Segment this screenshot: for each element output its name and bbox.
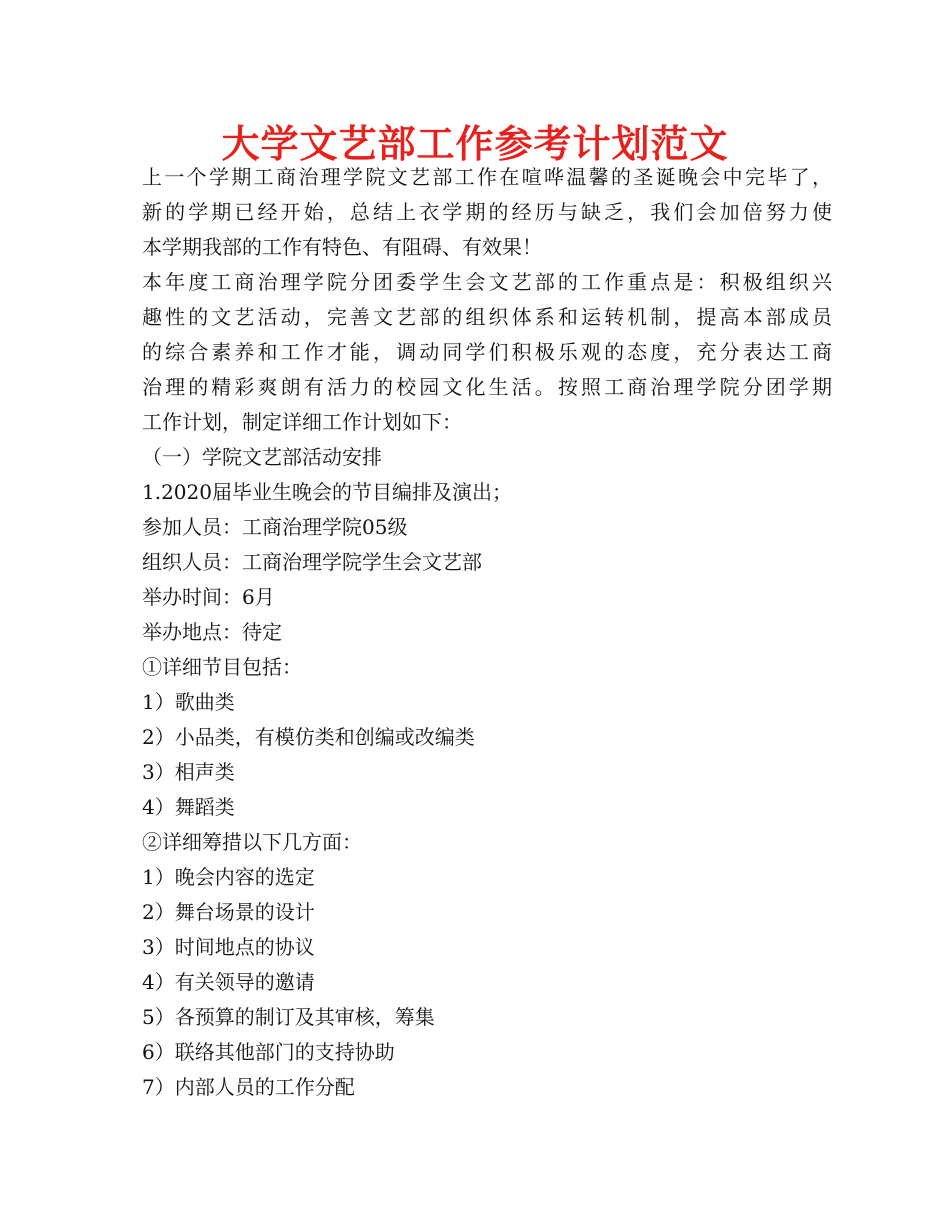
paragraph-line: 7）内部人员的工作分配	[142, 1075, 355, 1099]
paragraph-line: 组织人员：工商治理学院学生会文艺部	[142, 550, 482, 574]
paragraph-line: 本年度工商治理学院分团委学生会文艺部的工作重点是：积极组织兴	[142, 270, 832, 294]
paragraph-line: 2）舞台场景的设计	[142, 900, 315, 924]
paragraph-line: 3）时间地点的协议	[142, 935, 315, 959]
paragraph-line: 6）联络其他部门的支持协助	[142, 1040, 395, 1064]
paragraph-line: ②详细筹措以下几方面：	[142, 830, 362, 854]
document-body	[142, 160, 832, 1105]
paragraph-line: 治理的精彩爽朗有活力的校园文化生活。按照工商治理学院分团学期	[142, 375, 832, 399]
paragraph-line: 举办地点：待定	[142, 620, 282, 644]
paragraph-line: 1）歌曲类	[142, 690, 235, 714]
document-title: 大学文艺部工作参考计划范文	[221, 122, 729, 166]
paragraph-line: 5）各预算的制订及其审核，筹集	[142, 1005, 435, 1029]
paragraph-line: 趣性的文艺活动，完善文艺部的组织体系和运转机制，提高本部成员	[142, 305, 832, 329]
paragraph-line: 的综合素养和工作才能，调动同学们积极乐观的态度，充分表达工商	[142, 340, 832, 364]
paragraph-line: 新的学期已经开始，总结上衣学期的经历与缺乏，我们会加倍努力使	[142, 200, 832, 224]
paragraph-line: ①详细节目包括：	[142, 655, 302, 679]
paragraph-line: 3）相声类	[142, 760, 235, 784]
paragraph-line: 工作计划，制定详细工作计划如下：	[142, 410, 462, 434]
paragraph-line: 1）晚会内容的选定	[142, 865, 315, 889]
paragraph-line: 1.2020届毕业生晚会的节目编排及演出；	[142, 480, 512, 504]
paragraph-line: 举办时间：6月	[142, 585, 275, 609]
paragraph-line: 4）有关领导的邀请	[142, 970, 315, 994]
paragraph-line: 4）舞蹈类	[142, 795, 235, 819]
paragraph-line: 参加人员：工商治理学院05级	[142, 515, 408, 539]
paragraph-line: 上一个学期工商治理学院文艺部工作在喧哗温馨的圣诞晚会中完毕了，	[142, 165, 832, 189]
paragraph-line: 本学期我部的工作有特色、有阻碍、有效果！	[142, 235, 542, 259]
paragraph-line: （一）学院文艺部活动安排	[142, 445, 382, 469]
paragraph-line: 2）小品类，有模仿类和创编或改编类	[142, 725, 475, 749]
